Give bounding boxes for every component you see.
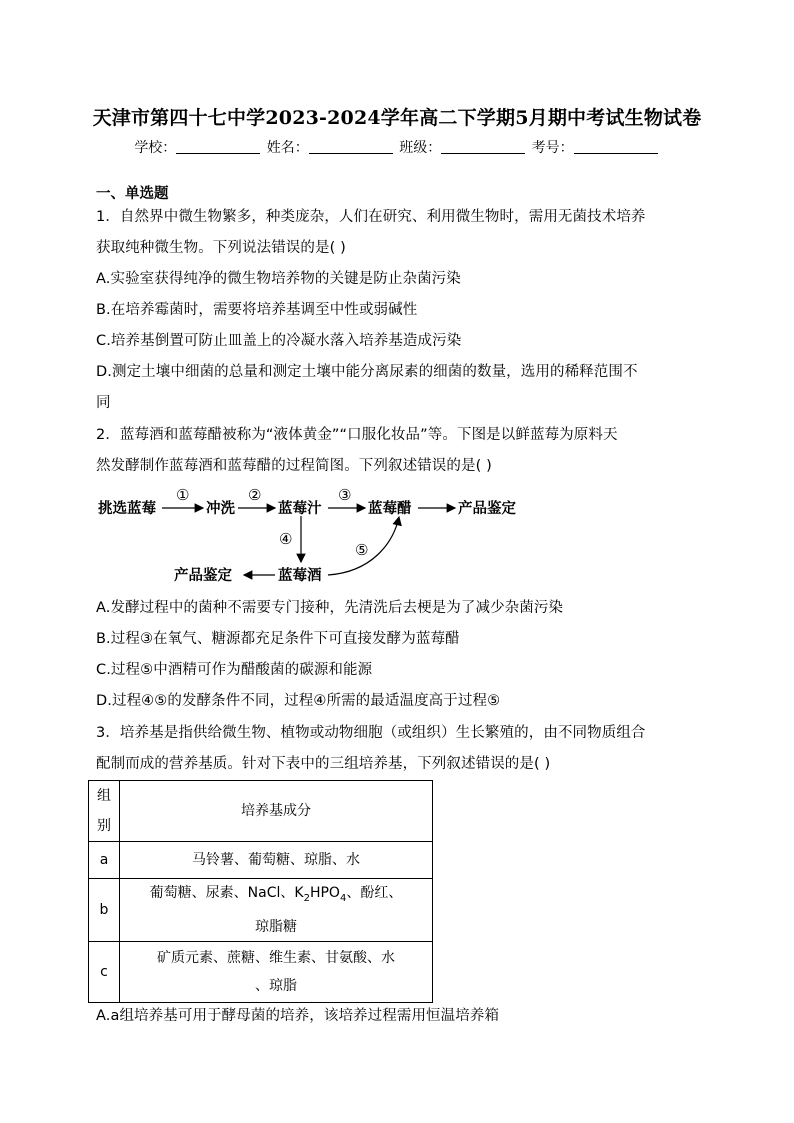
- q3-option-a: A.a组培养基可用于酵母菌的培养，该培养过程需用恒温培养箱: [96, 1008, 500, 1024]
- name-label: 姓名：: [266, 140, 309, 156]
- class-label: 班级：: [399, 140, 442, 156]
- header-group: 组别: [89, 781, 120, 842]
- row-b-components: 葡萄糖、尿素、NaCl、$K_2HPO_4$、酚红、 琼脂糖: [120, 879, 433, 942]
- node-product-test-1: 产品鉴定: [458, 501, 516, 517]
- row-group-c: c: [89, 941, 120, 1002]
- header-components: 培养基成分: [120, 781, 433, 842]
- exam-number-label: 考号：: [531, 140, 574, 156]
- school-blank[interactable]: [176, 139, 260, 154]
- table-row: [89, 941, 433, 1002]
- exam-title: 天津市第四十七中学2023-2024学年高二下学期5月期中考试生物试卷: [92, 107, 702, 129]
- q1-option-c: C.培养基倒置可防止皿盖上的冷凝水落入培养基造成污染: [96, 333, 462, 349]
- student-info-line: [0, 137, 794, 157]
- q1-stem-line-2: 获取纯种微生物。下列说法错误的是( ): [96, 240, 346, 256]
- class-blank[interactable]: [441, 139, 525, 154]
- node-blueberry-wine: 蓝莓酒: [278, 568, 322, 584]
- q2-option-a: A.发酵过程中的菌种不需要专门接种，先清洗后去梗是为了减少杂菌污染: [96, 600, 564, 616]
- q1-option-a: A.实验室获得纯净的微生物培养物的关键是防止杂菌污染: [96, 271, 461, 287]
- step-4-label: ④: [279, 530, 293, 548]
- node-blueberry-juice: 蓝莓汁: [278, 501, 322, 517]
- step-3-label: ③: [338, 486, 352, 504]
- q2-stem-line-1: 2．蓝莓酒和蓝莓醋被称为“液体黄金”“口服化妆品”等。下图是以鲜蓝莓为原料天: [96, 427, 618, 443]
- node-product-test-2: 产品鉴定: [174, 568, 232, 584]
- row-group-b: b: [89, 879, 120, 942]
- step-5-label: ⑤: [355, 541, 369, 559]
- table-row: [89, 879, 433, 942]
- q2-option-c: C.过程⑤中酒精可作为醋酸菌的碳源和能源: [96, 662, 373, 678]
- culture-media-table: [88, 780, 433, 1003]
- school-label: 学校：: [134, 140, 177, 156]
- table-header-row: [89, 781, 433, 842]
- exam-number-blank[interactable]: [574, 139, 658, 154]
- node-select-blueberry: 挑选蓝莓: [98, 501, 156, 517]
- row-c-components: 矿质元素、蔗糖、维生素、甘氨酸、水 、琼脂: [120, 941, 433, 1002]
- q3-stem-line-2: 配制而成的营养基质。针对下表中的三组培养基，下列叙述错误的是( ): [96, 756, 551, 772]
- q1-option-d: D.测定土壤中细菌的总量和测定土壤中能分离尿素的细菌的数量，选用的稀释范围不: [96, 364, 638, 380]
- row-group-a: a: [89, 842, 120, 879]
- fermentation-flow-diagram: [96, 484, 566, 590]
- node-wash: 冲洗: [206, 501, 235, 517]
- step-2-label: ②: [248, 486, 262, 504]
- q2-stem-line-2: 然发酵制作蓝莓酒和蓝莓醋的过程简图。下列叙述错误的是( ): [96, 458, 492, 474]
- name-blank[interactable]: [309, 139, 393, 154]
- node-blueberry-vinegar: 蓝莓醋: [368, 501, 412, 517]
- q1-option-b: B.在培养霉菌时，需要将培养基调至中性或弱碱性: [96, 302, 418, 318]
- section-title: 一、单选题: [96, 186, 169, 202]
- row-a-components: 马铃薯、葡萄糖、琼脂、水: [120, 842, 433, 879]
- table-row: [89, 842, 433, 879]
- q1-option-d-cont: 同: [96, 395, 111, 411]
- q2-option-d: D.过程④⑤的发酵条件不同，过程④所需的最适温度高于过程⑤: [96, 693, 501, 709]
- step-1-label: ①: [176, 486, 190, 504]
- q1-stem-line-1: 1．自然界中微生物繁多，种类庞杂，人们在研究、利用微生物时，需用无菌技术培养: [96, 209, 646, 225]
- q2-option-b: B.过程③在氧气、糖源都充足条件下可直接发酵为蓝莓醋: [96, 631, 460, 647]
- q3-stem-line-1: 3．培养基是指供给微生物、植物或动物细胞（或组织）生长繁殖的，由不同物质组合: [96, 725, 646, 741]
